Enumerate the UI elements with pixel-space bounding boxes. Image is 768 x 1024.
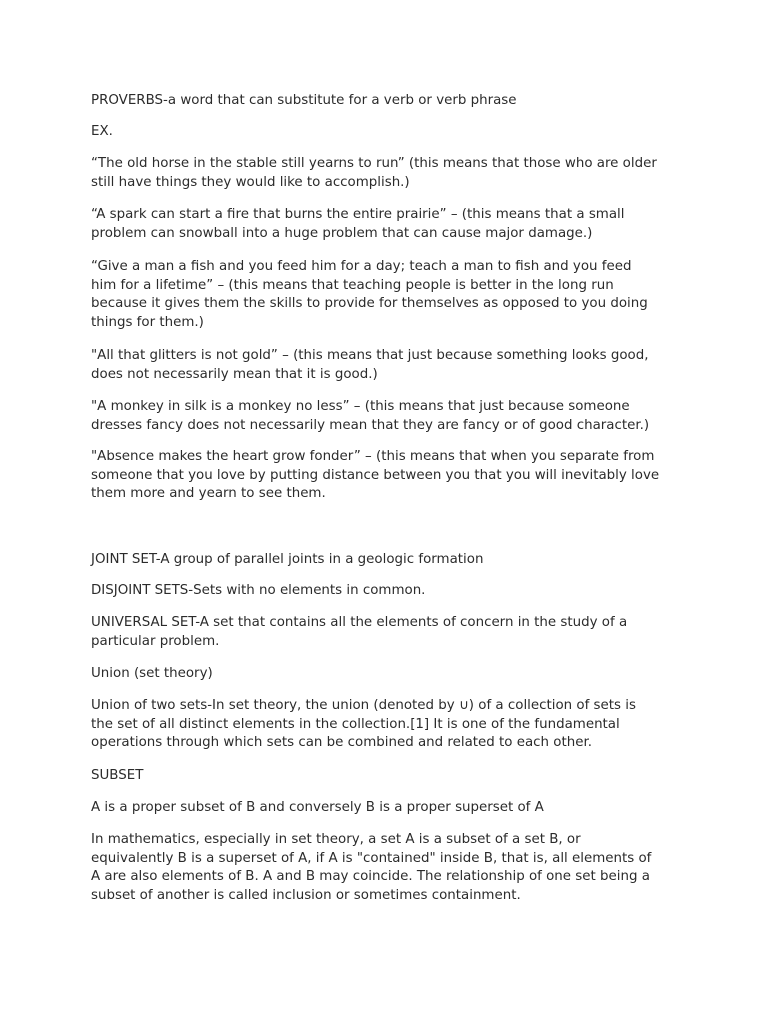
- proverb-glitters: "All that glitters is not gold” – (this means that just because something looks good, does not necessarily mean that it is good.): [91, 348, 649, 382]
- proverb-fish: “Give a man a fish and you feed him for a day; teach a man to fish and you feed him for a lifetime” – (this means that teaching people is better in the long run because it gives them the skills to provide for themselves as opposed to you doing things for them.): [91, 259, 648, 330]
- proverb-spark: “A spark can start a fire that burns the entire prairie” – (this means that a small problem can snowball into a huge problem that can cause major damage.): [91, 207, 625, 241]
- proverb-absence: "Absence makes the heart grow fonder” – (this means that when you separate from someone that you love by putting distance between you that you will inevitably love them more and yearn to see them.: [91, 449, 660, 502]
- proverb-monkey: "A monkey in silk is a monkey no less” – (this means that just because someone dresses fancy does not necessarily mean that they are fancy or of good character.): [91, 399, 650, 433]
- union-heading: Union (set theory): [91, 666, 213, 681]
- universal-set-definition: UNIVERSAL SET-A set that contains all the elements of concern in the study of a particular problem.: [91, 615, 628, 649]
- proverb-old-horse: “The old horse in the stable still yearns to run” (this means that those who are older still have things they would like to accomplish.): [91, 156, 657, 190]
- subset-heading: SUBSET: [91, 768, 144, 783]
- proverbs-definition: PROVERBS-a word that can substitute for a verb or verb phrase: [91, 93, 517, 108]
- examples-label: EX.: [91, 124, 113, 139]
- union-definition: Union of two sets-In set theory, the union (denoted by ∪) of a collection of sets is the set of all distinct elements in the collection.[1] It is one of the fundamental operations through which sets can be combined and related to each other.: [91, 698, 636, 751]
- subset-definition: In mathematics, especially in set theory, a set A is a subset of a set B, or equivalently B is a superset of A, if A is "contained" inside B, that is, all elements of A are also elements of B. A and B may coincide. The relationship of one set being a subset of another is called inclusion or sometimes containment.: [91, 832, 652, 903]
- disjoint-sets-definition: DISJOINT SETS-Sets with no elements in common.: [91, 583, 426, 598]
- proper-subset-statement: A is a proper subset of B and conversely B is a proper superset of A: [91, 800, 544, 815]
- joint-set-definition: JOINT SET-A group of parallel joints in a geologic formation: [91, 552, 484, 567]
